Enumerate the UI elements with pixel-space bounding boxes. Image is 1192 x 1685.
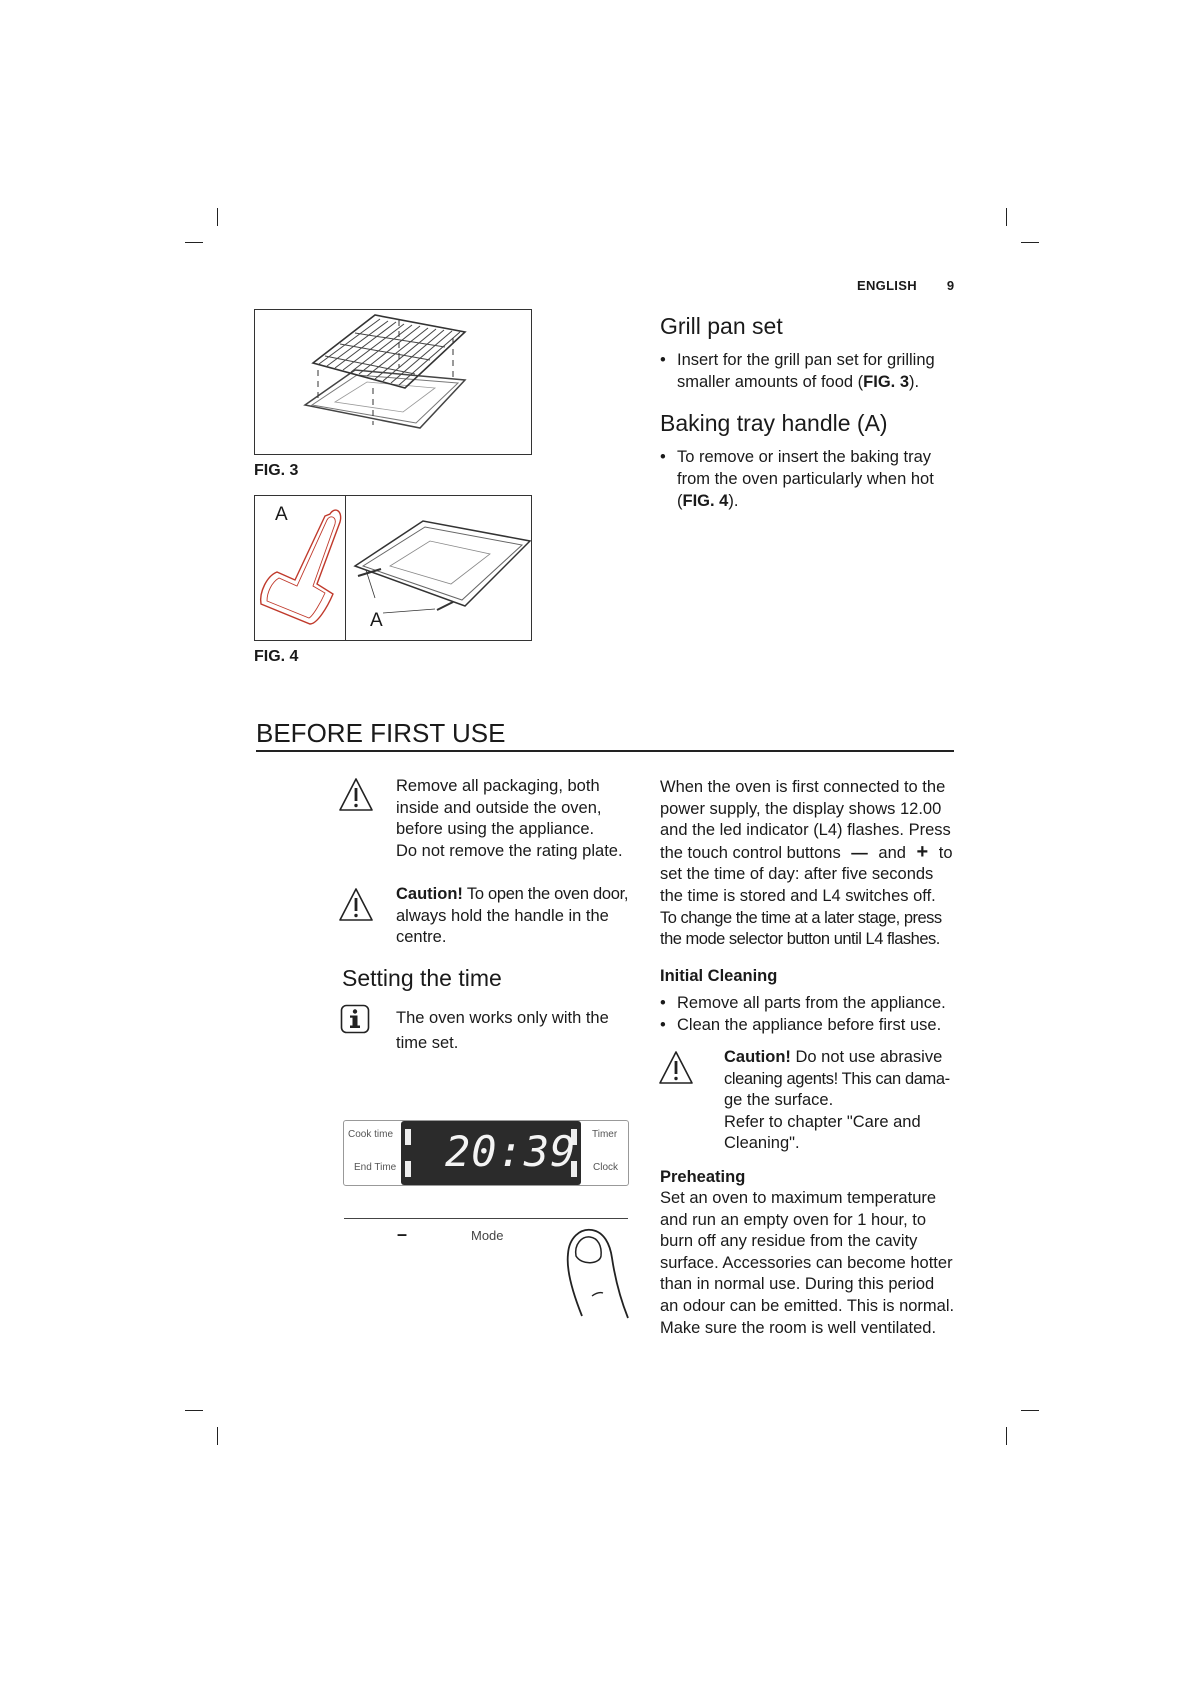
door-caution: [396, 884, 641, 949]
packaging-warning: [396, 776, 636, 862]
first-connect-line-buttons: [660, 842, 960, 865]
warning-icon: [338, 777, 374, 813]
info-line: time set.: [396, 1034, 459, 1052]
warning-icon: [338, 887, 374, 923]
caution-label: Caution!: [724, 1048, 791, 1066]
fig4-illustration: [254, 495, 532, 641]
first-connect-line: When the oven is first connected to the: [660, 778, 946, 796]
preheating-line: surface. Accessories can become hotter: [660, 1253, 953, 1272]
crop-mark: [1021, 242, 1039, 243]
page-header: [857, 278, 954, 293]
initial-cleaning-item: Remove all parts from the appliance.: [677, 994, 946, 1012]
cook-time-label: Cook time: [348, 1129, 394, 1140]
setting-time-title: Setting the time: [342, 965, 502, 991]
fig4-label-a-top: A: [275, 504, 288, 525]
grill-pan-bullet: [660, 349, 960, 393]
crop-mark: [217, 1427, 218, 1445]
first-connect-line: the mode selector button until L4 flashes.: [660, 930, 940, 949]
warning-icon: [658, 1050, 694, 1086]
preheating-title: Preheating: [660, 1168, 746, 1186]
fig4-label-a-bottom: A: [370, 610, 383, 631]
minus-symbol: —: [851, 843, 868, 862]
oven-display-panel: [343, 1120, 629, 1186]
first-connect-paragraph: [660, 777, 960, 951]
bullet-dot: •: [660, 448, 666, 466]
grill-pan-bullet-end: ).: [909, 373, 920, 391]
crop-mark: [1006, 1427, 1007, 1445]
baking-tray-handle-illustration: [255, 496, 531, 640]
initial-cleaning-item: Clean the appliance before first use.: [677, 1016, 942, 1034]
crop-mark: [1021, 1410, 1039, 1411]
baking-tray-bullet-text: To remove or insert the baking tray from the oven particularly when hot (: [677, 448, 934, 510]
baking-tray-bullet-end: ).: [728, 492, 739, 510]
info-text: [396, 1006, 609, 1056]
preheating-line: than in normal use. During this period: [660, 1275, 935, 1294]
timer-label: Timer: [592, 1129, 618, 1140]
fig3-caption: FIG. 3: [254, 462, 299, 479]
lcd-digits: 20:39: [445, 1127, 577, 1176]
first-connect-line: and the led indicator (L4) flashes. Press: [660, 821, 951, 840]
fig3-illustration: [254, 309, 532, 455]
baking-tray-bullet: [660, 446, 950, 512]
preheating-line: Set an oven to maximum temperature: [660, 1189, 937, 1207]
fig4-caption: FIG. 4: [254, 648, 299, 665]
packaging-line: inside and outside the oven,: [396, 798, 602, 817]
grill-pan-fig-ref: FIG. 3: [863, 373, 910, 391]
cleaning-caution-line: ge the surface.: [724, 1091, 834, 1110]
grill-pan-set-illustration: [255, 310, 531, 454]
grill-pan-section: [660, 313, 960, 393]
crop-mark: [185, 1410, 203, 1411]
crop-mark: [185, 242, 203, 243]
preheating-line: Make sure the room is well ventilated.: [660, 1318, 937, 1337]
grill-pan-bullet-text: Insert for the grill pan set for grilling smaller amounts of food (: [677, 351, 935, 391]
preheating-paragraph: [660, 1188, 960, 1339]
caution-door-line: centre.: [396, 928, 447, 947]
initial-cleaning-bullet: [660, 1014, 960, 1036]
cleaning-caution: [724, 1047, 964, 1155]
caution-door-text: To open the oven door,: [462, 885, 629, 903]
bullet-dot: •: [660, 1016, 666, 1034]
first-connect-line: set the time of day: after five seconds: [660, 865, 934, 884]
packaging-line: Remove all packaging, both: [396, 777, 600, 795]
initial-cleaning-list: [660, 992, 960, 1036]
crop-mark: [1006, 208, 1007, 226]
control-strip-line: [344, 1218, 628, 1219]
grill-pan-title: Grill pan set: [660, 313, 783, 339]
preheating-line: an odour can be emitted. This is normal.: [660, 1296, 955, 1315]
indicator-l1: [405, 1129, 411, 1145]
cleaning-caution-text: Do not use abrasive: [790, 1048, 943, 1066]
packaging-line: before using the appliance.: [396, 820, 595, 839]
packaging-line: Do not remove the rating plate.: [396, 841, 623, 860]
initial-cleaning-title: Initial Cleaning: [660, 967, 778, 985]
first-connect-line: the time is stored and L4 switches off.: [660, 886, 936, 905]
first-connect-line: power supply, the display shows 12.00: [660, 799, 942, 818]
end-time-label: End Time: [354, 1162, 397, 1173]
cleaning-caution-line: cleaning agents! This can dama-: [724, 1069, 950, 1088]
baking-tray-section: [660, 410, 950, 512]
lcd-screen: [401, 1121, 581, 1185]
cleaning-caution-line: Cleaning".: [724, 1134, 800, 1153]
bullet-dot: •: [660, 351, 666, 369]
cleaning-caution-line: Refer to chapter "Care and: [724, 1112, 921, 1131]
to-text: to: [938, 843, 953, 862]
preheating-line: burn off any residue from the cavity: [660, 1232, 918, 1251]
info-line: The oven works only with the: [396, 1009, 609, 1027]
crop-mark: [217, 208, 218, 226]
baking-tray-fig-ref: FIG. 4: [682, 492, 729, 510]
header-language: ENGLISH: [857, 278, 917, 293]
clock-label: Clock: [593, 1162, 619, 1173]
header-page-number: 9: [946, 278, 955, 293]
section-rule: [256, 750, 954, 752]
indicator-l2: [405, 1161, 411, 1177]
caution-door-line: always hold the handle in the: [396, 906, 609, 925]
initial-cleaning-bullet: [660, 992, 960, 1014]
touch-control-text: the touch control buttons: [660, 843, 841, 862]
bullet-dot: •: [660, 994, 666, 1012]
minus-button[interactable]: –: [397, 1224, 408, 1244]
caution-label: Caution!: [396, 885, 463, 903]
info-icon: [340, 1004, 370, 1034]
preheating-line: and run an empty oven for 1 hour, to: [660, 1210, 927, 1229]
section-title: BEFORE FIRST USE: [256, 718, 506, 748]
mode-button[interactable]: Mode: [471, 1228, 504, 1243]
finger-icon: [560, 1226, 630, 1321]
baking-tray-title: Baking tray handle (A): [660, 410, 888, 436]
and-text: and: [878, 843, 906, 862]
first-connect-line: To change the time at a later stage, press: [660, 908, 942, 927]
plus-symbol: +: [916, 840, 929, 863]
